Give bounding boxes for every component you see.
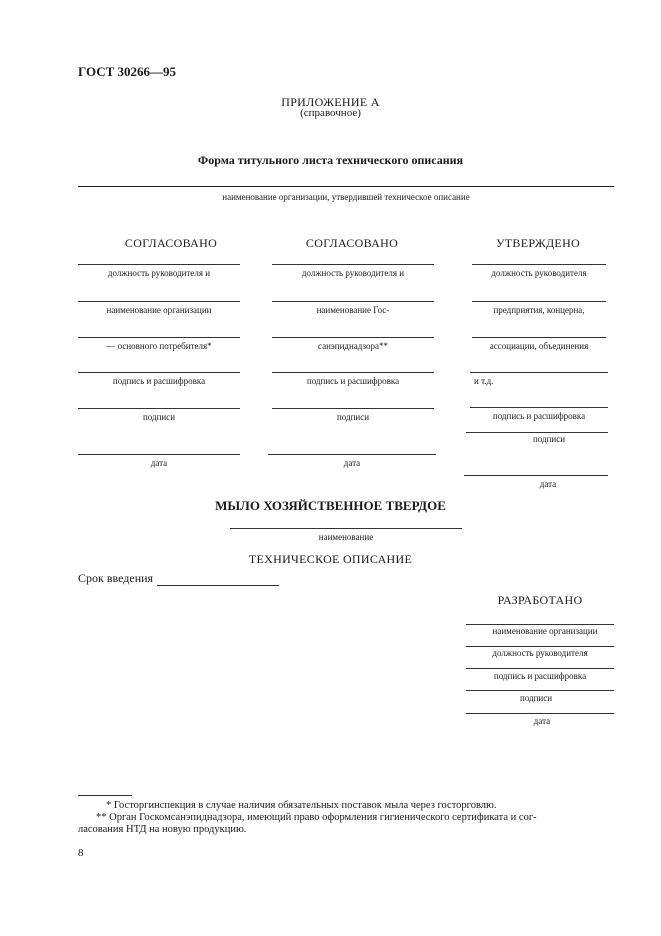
developed-heading: РАЗРАБОТАНО — [497, 593, 583, 607]
product-name: МЫЛО ХОЗЯЙСТВЕННОЕ ТВЕРДОЕ — [215, 498, 446, 513]
col1-caption: дата — [150, 458, 168, 468]
appendix-note: (справочное) — [300, 107, 361, 119]
developed-line — [466, 690, 614, 691]
organization-line — [78, 186, 614, 187]
col1-line — [78, 337, 240, 338]
col1-caption: должность руководителя и — [107, 268, 211, 278]
product-name-line — [230, 528, 462, 529]
col1-line — [78, 301, 240, 302]
col2-caption: подпись и расшифровка — [306, 376, 400, 386]
col3-caption: ассоциации, объединения — [489, 341, 589, 351]
effective-date-field — [78, 571, 279, 587]
col1-caption: наименование организации — [106, 305, 212, 315]
col2-caption: подписи — [336, 412, 370, 422]
organization-caption: наименование организации, утвердившей техническое описание — [222, 192, 470, 202]
col1-heading: СОГЛАСОВАНО — [124, 236, 218, 250]
col3-line — [470, 372, 608, 373]
footnote-2-continued: ласования НТД на новую продукцию. — [78, 824, 247, 835]
developed-caption: наименование организации — [492, 626, 598, 636]
page-number: 8 — [78, 847, 84, 859]
effective-date-label: Срок введения — [78, 571, 154, 585]
developed-line — [466, 624, 614, 625]
footnote-1: * Госторгинспекция в случае наличия обязательных поставок мыла через госторговлю. — [106, 800, 497, 811]
col3-heading: УТВЕРЖДЕНО — [495, 236, 580, 250]
col1-line — [78, 264, 240, 265]
col3-line — [464, 475, 608, 476]
col3-line — [466, 432, 608, 433]
col2-caption: санэпиднадзора** — [318, 341, 388, 351]
appendix-title: ПРИЛОЖЕНИЕ А — [281, 95, 380, 109]
document-type: ТЕХНИЧЕСКОЕ ОПИСАНИЕ — [248, 552, 413, 566]
product-name-caption: наименование — [318, 532, 374, 542]
col3-caption: предприятия, концерна, — [493, 305, 585, 315]
standard-number: ГОСТ 30266—95 — [78, 64, 177, 79]
col2-line — [272, 264, 434, 265]
col1-caption: подписи — [142, 412, 176, 422]
col1-line — [78, 408, 240, 409]
col3-caption: дата — [539, 479, 557, 489]
developed-line — [466, 713, 614, 714]
footnote-2: ** Орган Госкомсанэпиднадзора, имеющий право оформления гигиенического сертификата и сог- — [96, 812, 537, 823]
developed-line — [466, 646, 614, 647]
developed-caption: подпись и расшифровка — [493, 671, 587, 681]
col2-caption: должность руководителя и — [301, 268, 405, 278]
form-title: Форма титульного листа технического описания — [197, 153, 464, 167]
col1-caption: подпись и расшифровка — [112, 376, 206, 386]
col2-caption: дата — [343, 458, 361, 468]
col3-line — [470, 407, 608, 408]
footnote-rule — [78, 795, 132, 796]
developed-caption: подписи — [519, 693, 553, 703]
developed-caption: дата — [533, 716, 551, 726]
col2-line — [272, 372, 434, 373]
col3-caption: и т.д. — [474, 376, 494, 386]
col3-caption: должность руководителя — [491, 268, 587, 278]
col2-line — [272, 337, 434, 338]
col1-line — [78, 372, 240, 373]
col3-line — [472, 264, 606, 265]
col3-line — [472, 301, 606, 302]
col1-line — [78, 454, 240, 455]
col3-line — [472, 337, 606, 338]
col3-caption: подпись и расшифровка — [492, 411, 586, 421]
col3-caption: подписи — [532, 434, 566, 444]
col2-line — [272, 301, 434, 302]
effective-date-line — [157, 570, 279, 586]
developed-line — [466, 668, 614, 669]
col2-heading: СОГЛАСОВАНО — [305, 236, 399, 250]
developed-caption: должность руководителя — [492, 648, 588, 658]
col2-line — [272, 408, 434, 409]
col2-caption: наименование Гос- — [316, 305, 390, 315]
col2-line — [268, 454, 436, 455]
col1-caption: — основного потребителя* — [106, 341, 212, 351]
